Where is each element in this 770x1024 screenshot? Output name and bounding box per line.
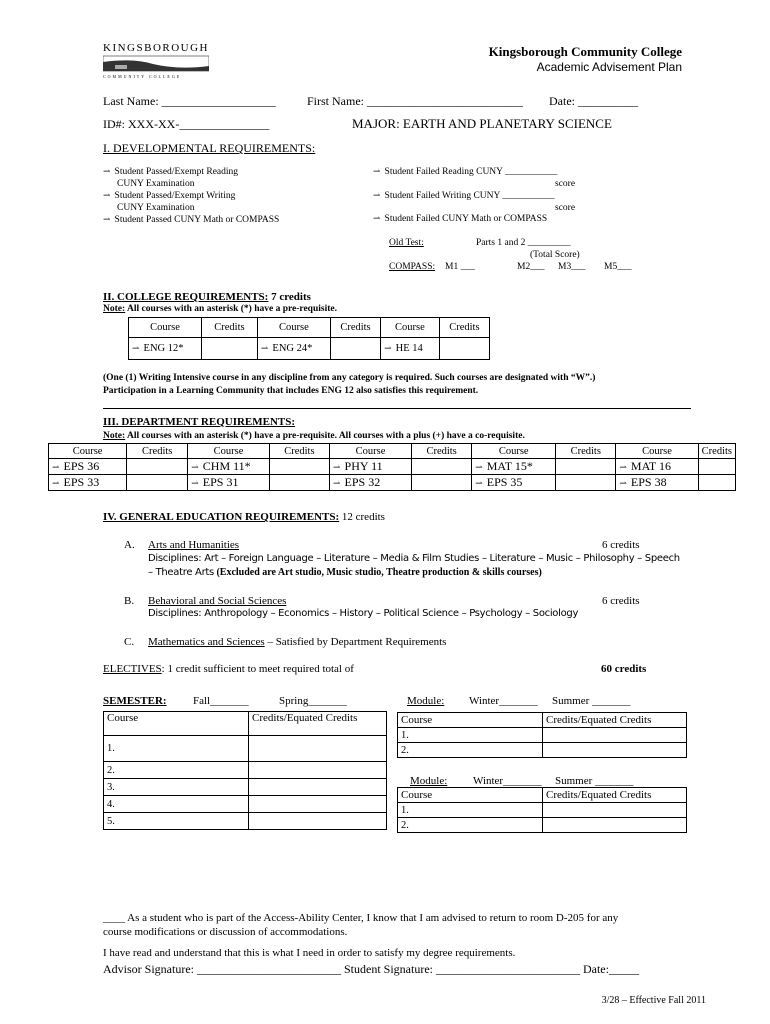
course-cell: ⇀ EPS 32 — [329, 475, 411, 491]
first-name-field[interactable]: First Name: __________________________ — [307, 94, 523, 108]
arrow-bullet-icon: ⇀ — [132, 343, 140, 353]
course-cell: ⇀ HE 14 — [381, 338, 440, 360]
arrow-bullet-icon: ⇀ — [52, 462, 60, 472]
credits-cell[interactable] — [543, 818, 687, 833]
gen-ed-b-title: Behavioral and Social Sciences — [148, 595, 287, 607]
arrow-bullet-icon: ⇀ — [373, 190, 381, 200]
course-row-cell[interactable]: 4. — [104, 796, 249, 813]
gen-ed-title: IV. GENERAL EDUCATION REQUIREMENTS: 12 credits — [103, 511, 385, 523]
dev-right-item-3: ⇀ Student Failed CUNY Math or COMPASS — [373, 213, 548, 224]
writing-intensive-note: (One (1) Writing Intensive course in any discipline from any category is required. Such courses are designated with “W”.) — [103, 373, 596, 383]
arrow-bullet-icon: ⇀ — [191, 462, 199, 472]
developmental-title: I. DEVELOPMENTAL REQUIREMENTS: — [103, 141, 316, 155]
course-cell: ⇀ EPS 33 — [49, 475, 127, 491]
section-divider — [103, 408, 691, 409]
access-ability-line-1: ____ As a student who is part of the Access-Ability Center, I know that I am advised to return to room D-205 for any — [103, 912, 619, 924]
learning-community-note: Participation in a Learning Community that includes ENG 12 also satisfies this requirement. — [103, 386, 479, 396]
col-header-credits: Credits/Equated Credits — [249, 712, 387, 736]
fall-field[interactable]: Fall_______ — [193, 695, 249, 707]
gen-ed-a-credits: 6 credits — [602, 539, 640, 551]
gen-ed-a-disciplines-2: – Theatre Arts (Excluded are Art studio, Music studio, Theatre production & skills courses) — [148, 567, 542, 578]
arrow-bullet-icon: ⇀ — [475, 478, 483, 488]
arrow-bullet-icon: ⇀ — [103, 214, 111, 224]
electives-line: ELECTIVES: 1 credit sufficient to meet required total of — [103, 663, 354, 675]
col-header-credits: Credits — [556, 444, 616, 459]
college-name: Kingsborough Community College — [488, 44, 682, 59]
course-row-cell[interactable]: 2. — [104, 762, 249, 779]
credits-cell[interactable] — [249, 796, 387, 813]
arrow-bullet-icon: ⇀ — [373, 166, 381, 176]
col-header-credits: Credits — [202, 318, 258, 338]
col-header-credits: Credits — [269, 444, 329, 459]
spring-field[interactable]: Spring_______ — [279, 695, 347, 707]
credits-cell[interactable] — [543, 803, 687, 818]
compass-m1[interactable]: M1 ___ — [445, 262, 475, 272]
credits-cell[interactable] — [249, 762, 387, 779]
col-header-course: Course — [381, 318, 440, 338]
arrow-bullet-icon: ⇀ — [103, 190, 111, 200]
arrow-bullet-icon: ⇀ — [619, 462, 627, 472]
col-header-credits: Credits/Equated Credits — [543, 788, 687, 803]
col-header-credits: Credits — [412, 444, 472, 459]
arrow-bullet-icon: ⇀ — [619, 478, 627, 488]
college-courses-table — [128, 317, 490, 360]
credits-cell[interactable] — [202, 338, 258, 360]
plan-title: Academic Advisement Plan — [536, 60, 682, 74]
course-cell: ⇀ EPS 36 — [49, 459, 127, 475]
credits-cell[interactable] — [698, 459, 735, 475]
course-cell: ⇀ MAT 15* — [472, 459, 556, 475]
course-row-cell[interactable]: 5. — [104, 813, 249, 830]
compass-m5[interactable]: M5___ — [604, 262, 632, 272]
compass-label: COMPASS: — [389, 262, 436, 272]
arrow-bullet-icon: ⇀ — [384, 343, 392, 353]
dev-right-item-2: ⇀ Student Failed Writing CUNY ___________ score — [373, 190, 576, 213]
gen-ed-b-label: B. — [124, 595, 135, 607]
course-row-cell[interactable]: 1. — [104, 736, 249, 762]
credits-cell[interactable] — [249, 813, 387, 830]
college-logo — [103, 42, 209, 80]
col-header-course: Course — [329, 444, 411, 459]
credits-cell[interactable] — [269, 475, 329, 491]
gen-ed-c: Mathematics and Sciences – Satisfied by Department Requirements — [148, 636, 447, 648]
college-note: Note: All courses with an asterisk (*) have a pre-requisite. — [103, 304, 337, 314]
arrow-bullet-icon: ⇀ — [373, 213, 381, 223]
logo-subtitle: COMMUNITY COLLEGE — [103, 74, 182, 79]
semester-table — [103, 711, 387, 830]
last-name-field[interactable]: Last Name: ___________________ — [103, 94, 276, 108]
winter-field[interactable]: Winter_______ — [469, 695, 538, 707]
compass-m2[interactable]: M2___ — [517, 262, 545, 272]
course-cell: ⇀ ENG 12* — [129, 338, 202, 360]
col-header-course: Course — [616, 444, 698, 459]
arrow-bullet-icon: ⇀ — [191, 478, 199, 488]
arrow-bullet-icon: ⇀ — [52, 478, 60, 488]
arrow-bullet-icon: ⇀ — [332, 462, 341, 472]
col-header-credits: Credits — [439, 318, 489, 338]
credits-cell[interactable] — [556, 459, 616, 475]
col-header-credits: Credits/Equated Credits — [543, 713, 687, 728]
col-header-credits: Credits — [330, 318, 380, 338]
gen-ed-a-label: A. — [124, 539, 135, 551]
course-cell: ⇀ PHY 11 — [329, 459, 411, 475]
gen-ed-a-title: Arts and Humanities — [148, 539, 240, 551]
credits-cell[interactable] — [543, 743, 687, 758]
dev-left-item-2: ⇀ Student Passed/Exempt Writing CUNY Examination — [103, 190, 236, 213]
credits-cell[interactable] — [543, 728, 687, 743]
arrow-bullet-icon: ⇀ — [103, 166, 111, 176]
course-row-cell[interactable]: 1. — [398, 728, 543, 743]
credits-cell[interactable] — [412, 475, 472, 491]
major-title: MAJOR: EARTH AND PLANETARY SCIENCE — [352, 116, 612, 131]
dev-left-item-1: ⇀ Student Passed/Exempt Reading CUNY Examination — [103, 166, 239, 189]
department-courses-table — [48, 443, 736, 491]
credits-cell[interactable] — [439, 338, 489, 360]
module-label: Module: — [407, 695, 445, 707]
arrow-bullet-icon: ⇀ — [475, 462, 483, 472]
course-row-cell[interactable]: 3. — [104, 779, 249, 796]
course-cell: ⇀ MAT 16 — [616, 459, 698, 475]
arrow-bullet-icon: ⇀ — [332, 478, 341, 488]
gen-ed-b-disciplines: Disciplines: Anthropology – Economics – History – Political Science – Psychology – Sociology — [148, 608, 579, 619]
compass-m3[interactable]: M3___ — [558, 262, 586, 272]
course-cell: ⇀ EPS 38 — [616, 475, 698, 491]
credits-cell[interactable] — [249, 736, 387, 762]
old-test-label: Old Test: — [389, 238, 424, 248]
course-cell: ⇀ ENG 24* — [257, 338, 330, 360]
gen-ed-a-disciplines: Disciplines: Art – Foreign Language – Literature – Media & Film Studies – Literature – Music – Philosophy – Speech — [148, 553, 680, 564]
parts-field[interactable]: Parts 1 and 2 _________ — [476, 238, 571, 248]
credits-cell[interactable] — [127, 459, 188, 475]
course-row-cell[interactable]: 1. — [398, 803, 543, 818]
col-header-course: Course — [398, 788, 543, 803]
summer-field[interactable]: Summer _______ — [555, 775, 634, 787]
credits-cell[interactable] — [698, 475, 735, 491]
logo-graphic — [103, 54, 209, 74]
module-table-2 — [397, 787, 687, 833]
col-header-course: Course — [129, 318, 202, 338]
credits-cell[interactable] — [269, 459, 329, 475]
total-credits: 60 credits — [601, 663, 647, 675]
col-header-course: Course — [472, 444, 556, 459]
module-label: Module: — [410, 775, 448, 787]
summer-field[interactable]: Summer _______ — [552, 695, 631, 707]
understand-statement: I have read and understand that this is what I need in order to satisfy my degree requirements. — [103, 947, 516, 959]
course-row-cell[interactable]: 2. — [398, 743, 543, 758]
credits-cell[interactable] — [249, 779, 387, 796]
department-note: Note: All courses with an asterisk (*) have a pre-requisite. All courses with a plus (+) have a co-requisite. — [103, 431, 525, 441]
logo-name: KINGSBOROUGH — [103, 42, 210, 54]
winter-field[interactable]: Winter_______ — [473, 775, 542, 787]
credits-cell[interactable] — [412, 459, 472, 475]
course-cell: ⇀ CHM 11* — [188, 459, 270, 475]
total-score-label: (Total Score) — [530, 250, 580, 260]
arrow-bullet-icon: ⇀ — [260, 343, 269, 353]
college-req-title: II. COLLEGE REQUIREMENTS: 7 credits — [103, 291, 311, 303]
id-field[interactable]: ID#: XXX-XX-_______________ — [103, 117, 270, 131]
col-header-course: Course — [104, 712, 249, 736]
course-cell: ⇀ EPS 35 — [472, 475, 556, 491]
module-table-1 — [397, 712, 687, 758]
department-req-title: III. DEPARTMENT REQUIREMENTS: — [103, 416, 296, 428]
col-header-course: Course — [398, 713, 543, 728]
col-header-course: Course — [257, 318, 330, 338]
col-header-course: Course — [188, 444, 270, 459]
signature-line[interactable]: Advisor Signature: ________________________ Student Signature: ________________________ Date:_____ — [103, 962, 639, 976]
dev-left-item-3: ⇀ Student Passed CUNY Math or COMPASS — [103, 214, 280, 225]
gen-ed-b-credits: 6 credits — [602, 595, 640, 607]
dev-right-item-1: ⇀ Student Failed Reading CUNY ___________ score — [373, 166, 576, 189]
col-header-credits: Credits — [698, 444, 735, 459]
access-ability-line-2: course modifications or discussion of accommodations. — [103, 926, 348, 938]
gen-ed-c-label: C. — [124, 636, 135, 648]
course-cell: ⇀ EPS 31 — [188, 475, 270, 491]
credits-cell[interactable] — [127, 475, 188, 491]
credits-cell[interactable] — [556, 475, 616, 491]
course-row-cell[interactable]: 2. — [398, 818, 543, 833]
semester-label: SEMESTER: — [103, 695, 167, 707]
date-field[interactable]: Date: __________ — [549, 94, 638, 108]
col-header-credits: Credits — [127, 444, 188, 459]
version-note: 3/28 – Effective Fall 2011 — [601, 995, 706, 1006]
credits-cell[interactable] — [330, 338, 380, 360]
col-header-course: Course — [49, 444, 127, 459]
